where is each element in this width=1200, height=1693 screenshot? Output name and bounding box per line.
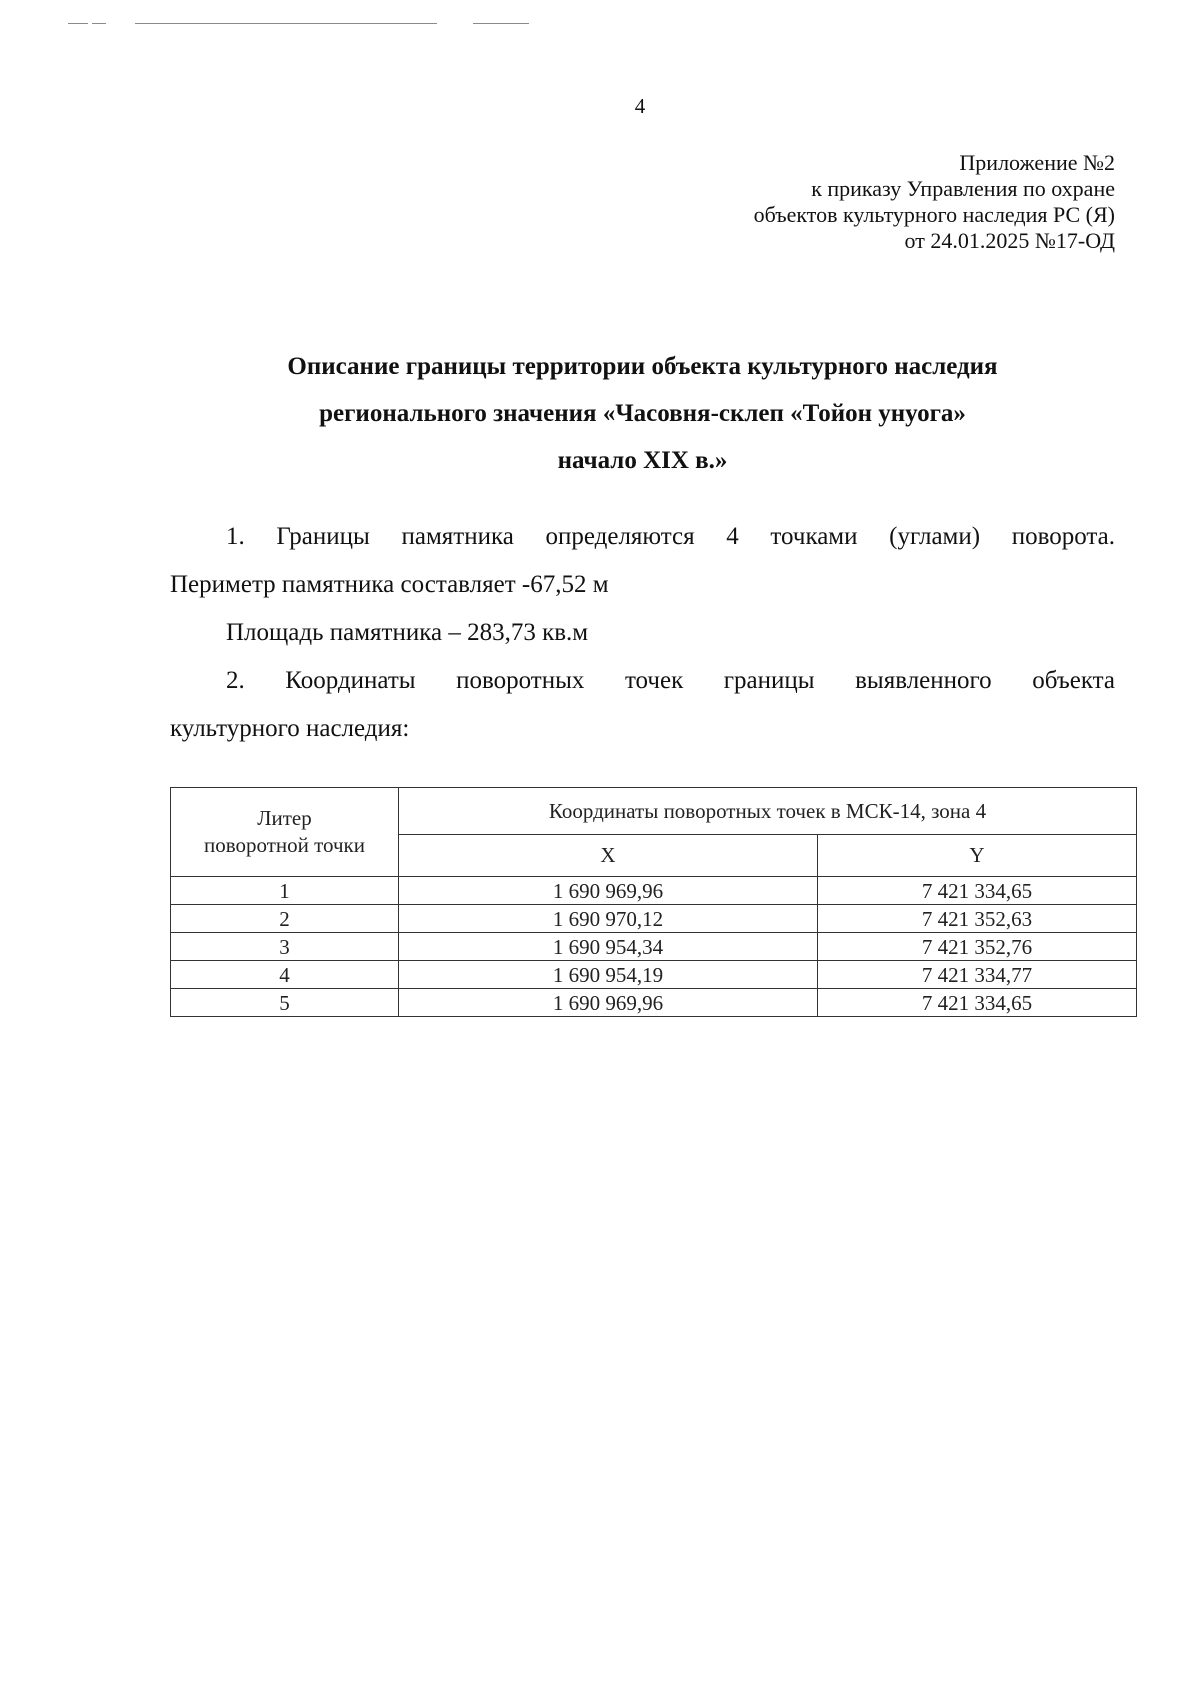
cell-liter: 2 (171, 905, 399, 933)
document-title (170, 343, 1115, 484)
paragraph-line: 2. Координаты поворотных точек границы выявленного объекта (226, 667, 1115, 694)
page-number: 4 (634, 94, 646, 118)
appendix-reference (754, 150, 1115, 254)
cell-x: 1 690 969,96 (399, 877, 818, 905)
table-row (171, 933, 1137, 961)
paragraph-coordinates (170, 657, 1115, 753)
header-y: Y (818, 834, 1137, 876)
cell-y: 7 421 352,76 (818, 933, 1137, 961)
cell-x: 1 690 969,96 (399, 989, 818, 1017)
paragraph-line: 1. Границы памятника определяются 4 точками (углами) поворота. (226, 523, 1115, 550)
appendix-line: к приказу Управления по охране (811, 176, 1115, 201)
paragraph-line: культурного наследия: (170, 715, 410, 742)
header-liter (171, 788, 399, 877)
cell-x: 1 690 970,12 (399, 905, 818, 933)
scan-artifact-line (92, 23, 106, 24)
table-row (171, 961, 1137, 989)
scan-artifact-line (68, 23, 88, 24)
cell-liter: 5 (171, 989, 399, 1017)
table-row (171, 905, 1137, 933)
cell-y: 7 421 334,77 (818, 961, 1137, 989)
cell-liter: 3 (171, 933, 399, 961)
header-x: X (399, 834, 818, 876)
header-coordinates: Координаты поворотных точек в МСК-14, зона 4 (399, 788, 1137, 835)
title-line: Описание границы территории объекта культурного наследия (287, 353, 998, 380)
title-line: регионального значения «Часовня-склеп «Тойон унуога» (319, 400, 966, 427)
appendix-line: объектов культурного наследия РС (Я) (753, 202, 1115, 227)
scan-artifact-line (473, 23, 529, 24)
paragraph-line: Площадь памятника – 283,73 кв.м (226, 619, 589, 646)
header-liter-line: поворотной точки (204, 833, 365, 857)
header-liter-line: Литер (257, 806, 312, 830)
appendix-line: от 24.01.2025 №17-ОД (904, 228, 1115, 253)
scan-artifact-line (135, 23, 437, 24)
cell-x: 1 690 954,34 (399, 933, 818, 961)
paragraph-boundaries (170, 513, 1115, 609)
cell-liter: 1 (171, 877, 399, 905)
paragraph-area (170, 609, 1115, 657)
table-row (171, 877, 1137, 905)
table-row (171, 989, 1137, 1017)
coordinates-table (170, 787, 1137, 1017)
cell-liter: 4 (171, 961, 399, 989)
cell-y: 7 421 352,63 (818, 905, 1137, 933)
appendix-line: Приложение №2 (959, 150, 1115, 175)
paragraph-line: Периметр памятника составляет -67,52 м (170, 571, 609, 598)
title-line: начало XIX в.» (557, 447, 728, 474)
cell-y: 7 421 334,65 (818, 989, 1137, 1017)
cell-y: 7 421 334,65 (818, 877, 1137, 905)
cell-x: 1 690 954,19 (399, 961, 818, 989)
